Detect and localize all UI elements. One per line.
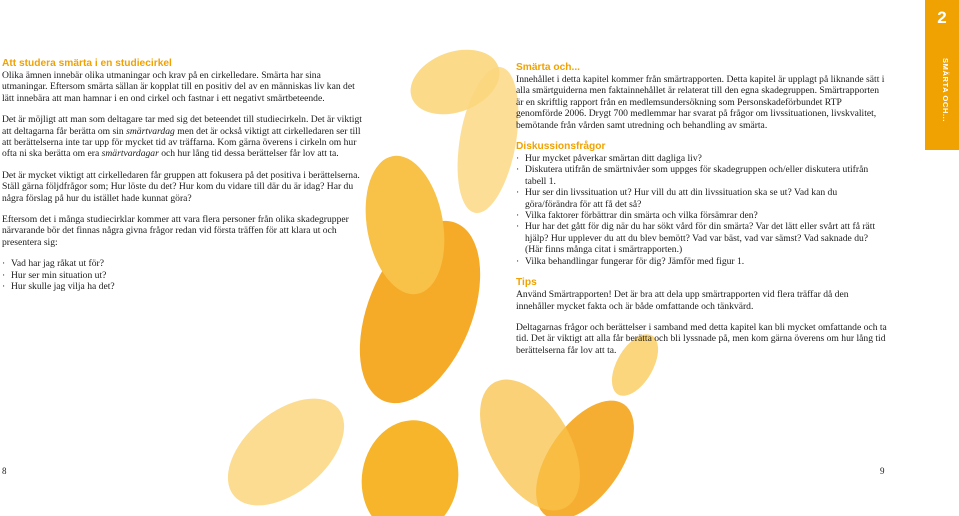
chapter-number: 2 [937, 8, 947, 27]
paragraph-text: Det är viktigt att deltagarna får berätta om sin [2, 114, 362, 137]
paragraph-text: men det är också viktigt att cirkelledaren ser till att berättelserna inte tar upp för mycket tid av träffarna. Kom gärna överens i cirkeln om hur ofta ni ska berätta om era [2, 125, 361, 160]
list-item: · Hur ser din livssituation ut? Hur vill du att din livssituation ska se ut? Vad kan du göra/förändra för att få det så? [516, 187, 888, 210]
paragraph-text: Det är möjligt att man som deltagare tar med sig det beteendet till studiecirkeln. [2, 114, 309, 126]
list-item: · Hur har det gått för dig när du har sökt vård för din smärta? Var det lätt eller svårt att få rätt hjälp? Hur upplever du att du blev bemött? Vad var bäst, vad var sämst? Vad saknade du? (Här finns många citat i smärtrapporten.) [516, 221, 888, 255]
paragraph-text: och hur lång tid dessa berättelser får lov att ta. [158, 148, 339, 160]
list-item: · Diskutera utifrån de smärtnivåer som uppges för skadegruppen och/eller diskutera utifrån tabell 1. [516, 164, 888, 187]
paragraph: Det är mycket viktigt att cirkelledaren får gruppen att fokusera på det positiva i berättelserna. Ställ gärna följdfrågor som; Hur löste du det? Hur kom du vidare till där du är idag? Har du några förslag på hur du istället hade kunnat göra? [2, 169, 360, 204]
paragraph: Använd Smärtrapporten! Det är bra att dela upp smärtrapporten vid flera träffar då den innehåller mycket fakta och är både omfattande och tänkvärd. [516, 289, 849, 312]
paragraph: Deltagarnas frågor och berättelser i samband med detta kapitel kan bli mycket omfattande och ta tid. Det är viktigt att alla får berätta och bli lyssnade på, men kom gärna överens om hur lång tid berättelserna får lov att ta. [516, 321, 887, 356]
list-item: · Hur ser min situation ut? [2, 270, 362, 281]
emphasis: smärtvardag [126, 125, 175, 137]
paragraph: Olika ämnen innebär olika utmaningar och krav på en cirkelledare. Smärta har sina utmaningar. Eftersom smärta sällan är kopplat till en positiv del av en människas liv kan det lätt innebära att man hamnar i en ond cirkel och fastnar i ett negativt smärtbeteende. [2, 70, 355, 104]
list-item: · Hur skulle jag vilja ha det? [2, 281, 362, 292]
paragraph [2, 114, 362, 160]
section-heading: Diskussionsfrågor [516, 141, 606, 153]
list-item: · Hur mycket påverkar smärtan ditt dagliga liv? [516, 153, 888, 164]
petal-shape [208, 378, 364, 516]
list-item: · Vilka faktorer förbättrar din smärta och vilka försämrar den? [516, 210, 888, 221]
right-column [516, 62, 888, 366]
paragraph: Eftersom det i många studiecirklar kommer att vara flera personer från olika skadegrupper närvarande bör det finnas några givna frågor redan vid första träffen för att klara ut och presentera sig: [2, 214, 349, 248]
intro-question-list [2, 258, 362, 292]
page-number-right: 9 [880, 466, 885, 476]
left-column [2, 58, 362, 303]
page-number-left: 8 [2, 466, 7, 476]
section-heading: Att studera smärta i en studiecirkel [2, 58, 172, 69]
paragraph: Innehållet i detta kapitel kommer från smärtrapporten. Detta kapitel är upplagt på liknande sätt i alla smärtguiderna men faktainnehållet är relaterat till den egna skadegruppen. Smärtrapporten är en skriftlig rapport från en medlemsundersökning som Personskadeförbundet RTP genomförde 2006. Drygt 700 medlemmar har svarat på frågor om livssituationen, livskvalitet, bemötande från vården samt utredning och behandling av smärta. [516, 74, 885, 131]
section-heading: Smärta och... [516, 62, 580, 73]
emphasis: smärtvardagar [101, 148, 159, 160]
list-item: · Vad har jag råkat ut för? [2, 258, 362, 269]
discussion-question-list [516, 153, 888, 267]
petal-shape [353, 413, 468, 516]
list-item: · Vilka behandlingar fungerar för dig? Jämför med figur 1. [516, 256, 888, 267]
chapter-tab-label: SMÄRTA OCH... [941, 58, 950, 123]
section-heading: Tips [516, 277, 537, 289]
